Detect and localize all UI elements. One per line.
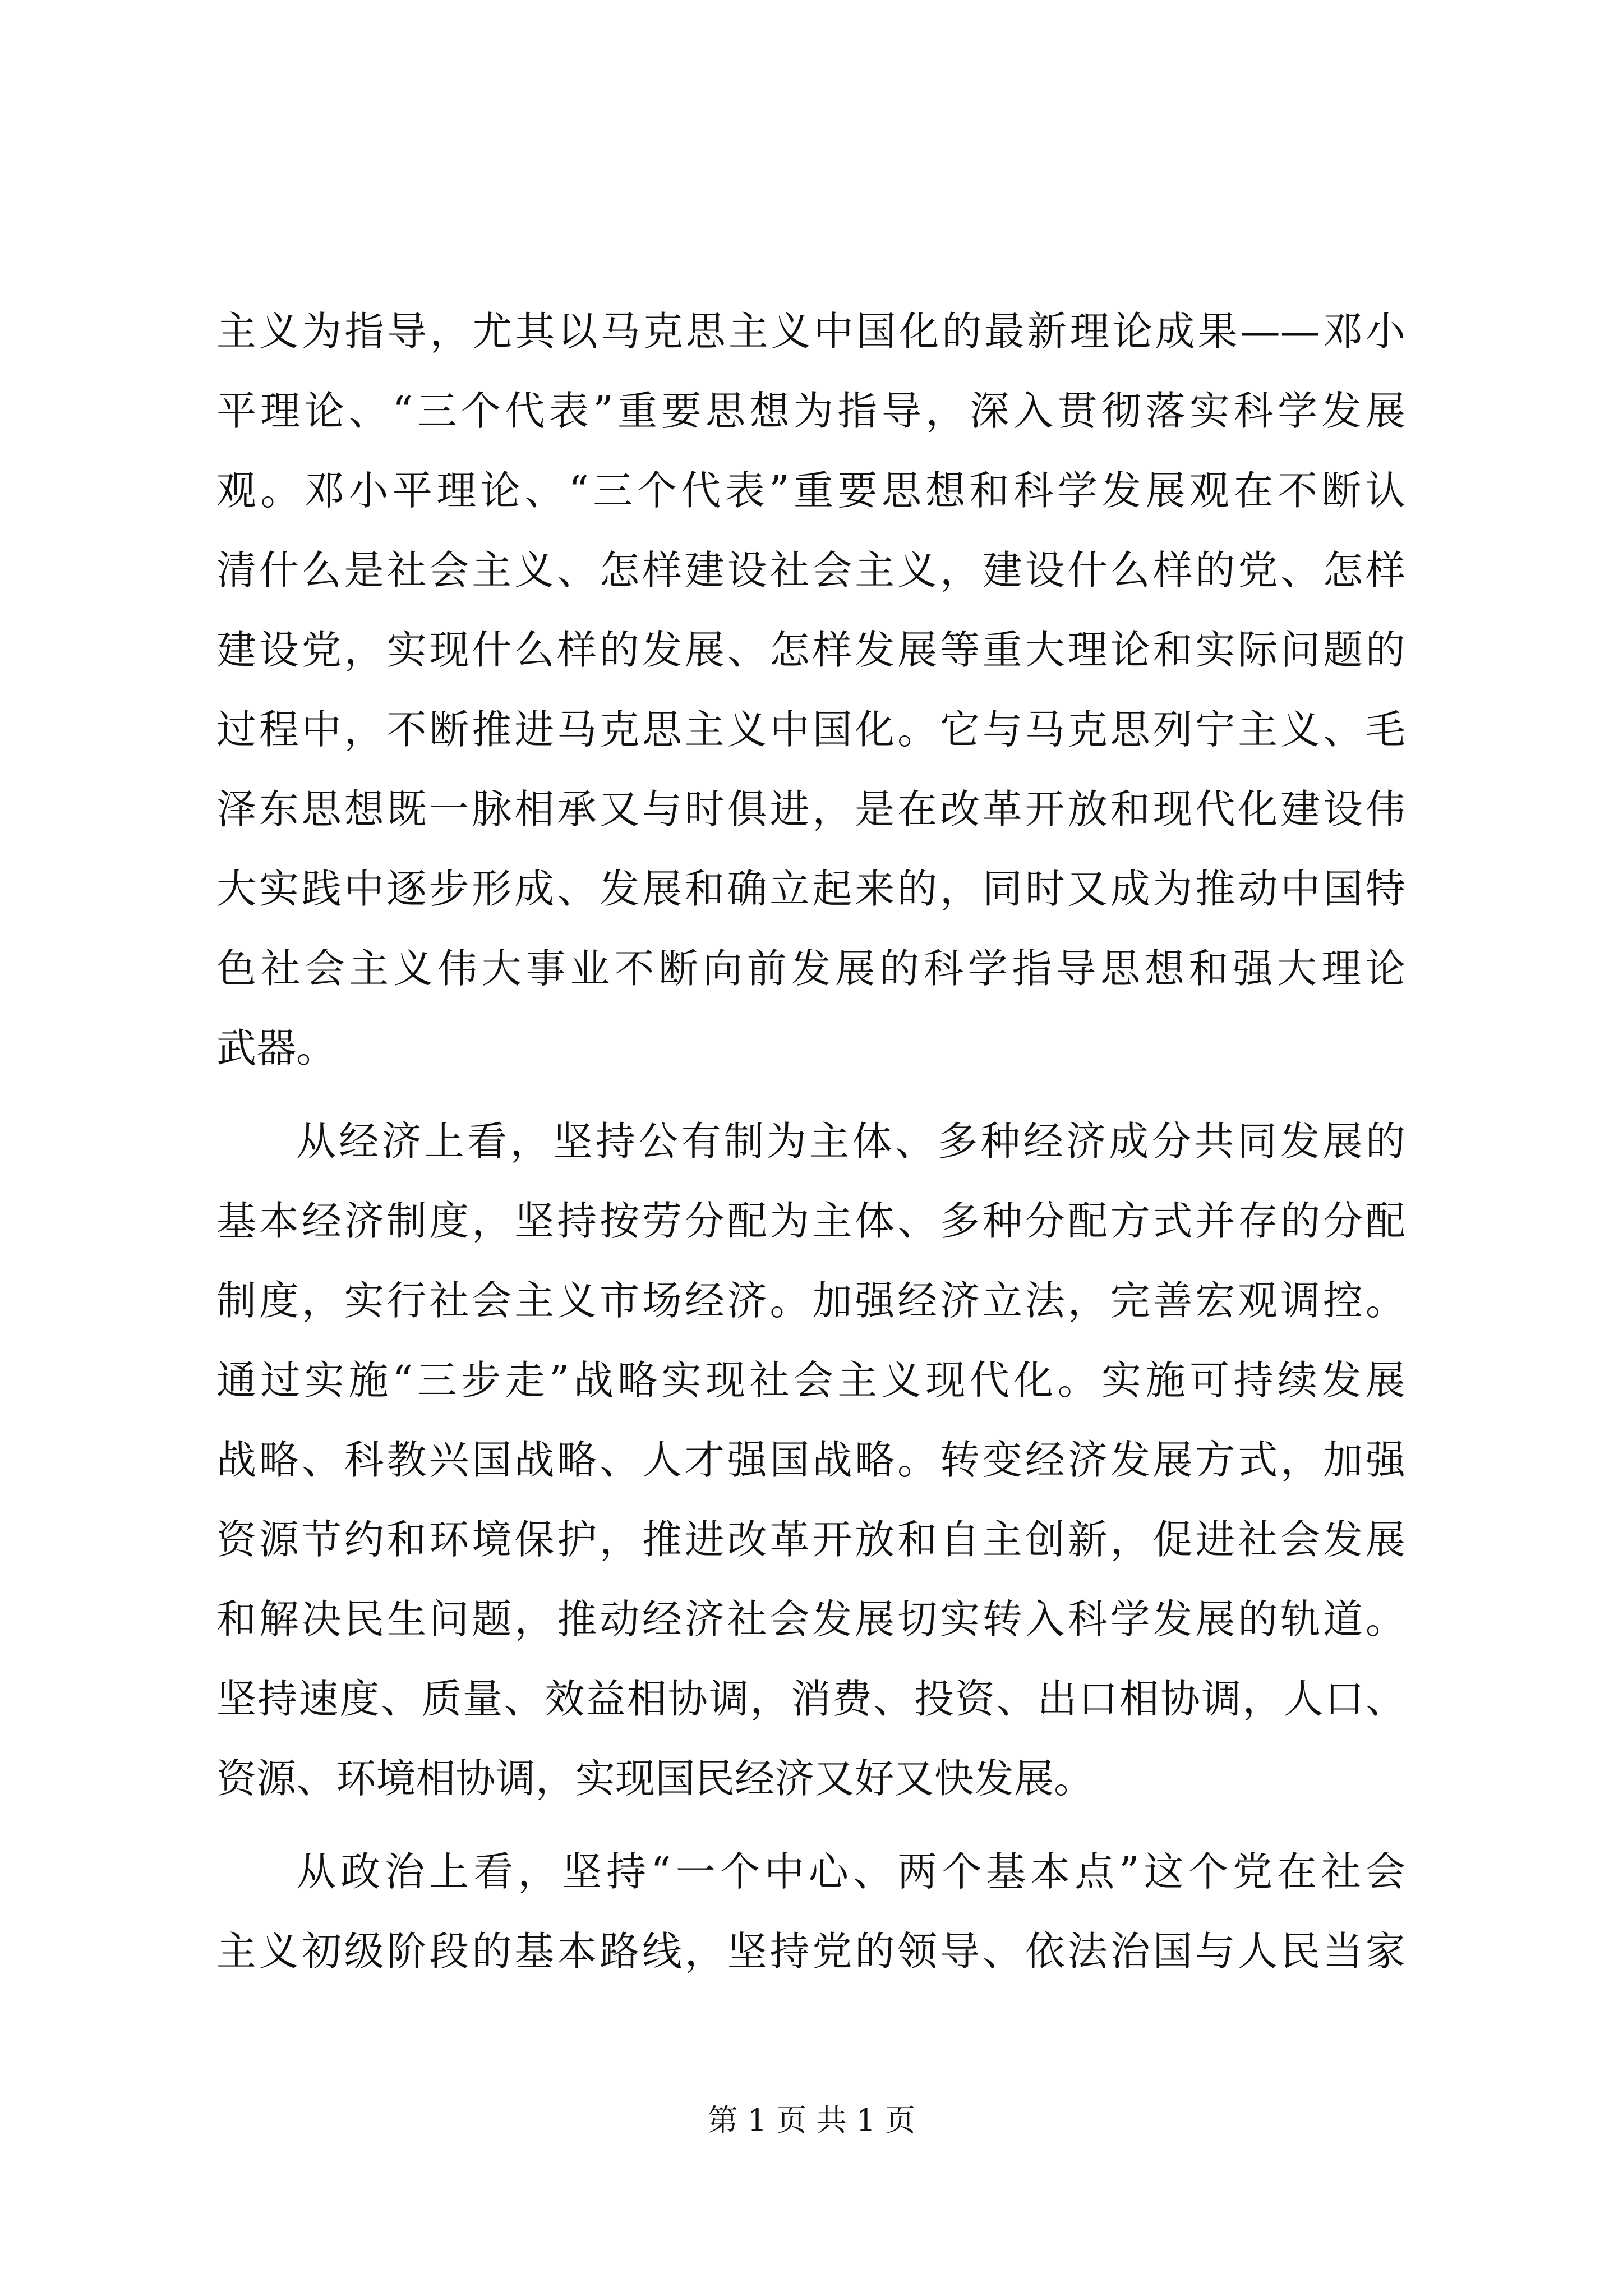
paragraph-2 xyxy=(216,1102,1405,1819)
paragraph-line: 制度，实行社会主义市场经济。加强经济立法，完善宏观调控。 xyxy=(216,1277,1405,1324)
paragraph-line: 主义为指导，尤其以马克思主义中国化的最新理论成果——邓小 xyxy=(216,308,1405,355)
paragraph-line: 过程中，不断推进马克思主义中国化。它与马克思列宁主义、毛 xyxy=(216,706,1405,753)
paragraph-3 xyxy=(216,1832,1405,1991)
paragraph-line: 战略、科教兴国战略、人才强国战略。转变经济发展方式，加强 xyxy=(216,1437,1405,1483)
paragraph-line: 建设党，实现什么样的发展、怎样发展等重大理论和实际问题的 xyxy=(216,627,1405,673)
page-footer xyxy=(0,2101,1623,2140)
paragraph-line: 泽东思想既一脉相承又与时俱进，是在改革开放和现代化建设伟 xyxy=(216,786,1405,832)
paragraph-line: 从政治上看，坚持“一个中心、两个基本点”这个党在社会 xyxy=(296,1848,1405,1895)
paragraph-line: 平理论、“三个代表”重要思想为指导，深入贯彻落实科学发展 xyxy=(216,388,1405,434)
paragraph-line: 从经济上看，坚持公有制为主体、多种经济成分共同发展的 xyxy=(296,1118,1405,1165)
paragraph-line: 主义初级阶段的基本路线，坚持党的领导、依法治国与人民当家 xyxy=(216,1928,1405,1975)
paragraph-line: 资源、环境相协调，实现国民经济又好又快发展。 xyxy=(216,1755,1094,1802)
page-number-label: 第 1 页 共 1 页 xyxy=(707,2102,916,2138)
paragraph-line: 基本经济制度，坚持按劳分配为主体、多种分配方式并存的分配 xyxy=(216,1198,1405,1244)
paragraph-line: 武器。 xyxy=(216,1025,336,1071)
paragraph-line: 坚持速度、质量、效益相协调，消费、投资、出口相协调，人口、 xyxy=(216,1676,1405,1722)
paragraph-line: 资源节约和环境保护，推进改革开放和自主创新，促进社会发展 xyxy=(216,1516,1405,1563)
paragraph-line: 清什么是社会主义、怎样建设社会主义，建设什么样的党、怎样 xyxy=(216,547,1405,593)
paragraph-line: 通过实施“三步走”战略实现社会主义现代化。实施可持续发展 xyxy=(216,1357,1405,1404)
paragraph-line: 和解决民生问题，推动经济社会发展切实转入科学发展的轨道。 xyxy=(216,1596,1405,1642)
paragraph-1 xyxy=(216,292,1405,1088)
paragraph-line: 色社会主义伟大事业不断向前发展的科学指导思想和强大理论 xyxy=(216,945,1405,992)
paragraph-line: 大实践中逐步形成、发展和确立起来的，同时又成为推动中国特 xyxy=(216,866,1405,912)
paragraph-line: 观。邓小平理论、“三个代表”重要思想和科学发展观在不断认 xyxy=(216,467,1405,514)
document-body xyxy=(216,292,1405,1991)
